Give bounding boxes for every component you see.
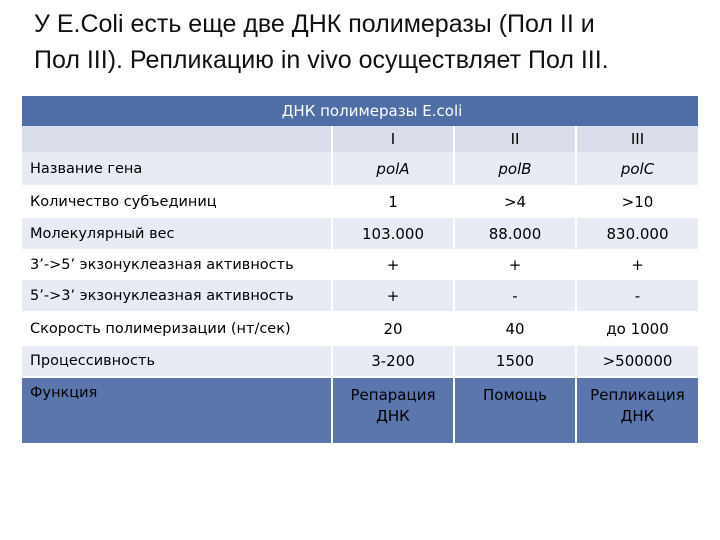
table-row [22, 152, 698, 185]
table-row [22, 346, 698, 377]
cell-processivity-pol-2: 1500 [454, 346, 576, 377]
column-header-pol-2: II [454, 126, 576, 152]
cell-mw-pol-1: 103.000 [332, 218, 454, 249]
column-header-empty [22, 126, 332, 152]
polymerase-table [22, 96, 698, 443]
cell-rate-pol-2: 40 [454, 311, 576, 346]
slide-title [34, 6, 714, 78]
cell-processivity-pol-3: >500000 [576, 346, 698, 377]
slide-title-line-2: Пол III). Репликацию in vivo осуществляет Пол III. [34, 46, 609, 74]
row-label-function: Функция [22, 377, 332, 443]
cell-function-pol-2: Помощь [454, 377, 576, 443]
table-row [22, 185, 698, 218]
cell-function-pol-1: Репарация ДНК [332, 377, 454, 443]
cell-rate-pol-3: до 1000 [576, 311, 698, 346]
cell-exo53-pol-2: - [454, 280, 576, 311]
cell-processivity-pol-1: 3-200 [332, 346, 454, 377]
cell-subunits-pol-2: >4 [454, 185, 576, 218]
cell-gene-pol-3: polC [576, 152, 698, 185]
table-row [22, 218, 698, 249]
row-label-exo-5-3: 5’->3’ экзонуклеазная активность [22, 280, 332, 311]
cell-exo53-pol-3: - [576, 280, 698, 311]
cell-exo53-pol-1: + [332, 280, 454, 311]
row-label-gene-name: Название гена [22, 152, 332, 185]
table-row [22, 280, 698, 311]
row-label-molecular-weight: Молекулярный вес [22, 218, 332, 249]
column-header-pol-1: I [332, 126, 454, 152]
row-label-processivity: Процессивность [22, 346, 332, 377]
cell-gene-pol-1: polA [332, 152, 454, 185]
cell-gene-pol-2: polB [454, 152, 576, 185]
cell-mw-pol-3: 830.000 [576, 218, 698, 249]
column-header-row [22, 126, 698, 152]
row-label-subunits: Количество субъединиц [22, 185, 332, 218]
column-header-pol-3: III [576, 126, 698, 152]
cell-exo35-pol-1: + [332, 249, 454, 280]
cell-exo35-pol-2: + [454, 249, 576, 280]
cell-subunits-pol-3: >10 [576, 185, 698, 218]
cell-mw-pol-2: 88.000 [454, 218, 576, 249]
table-body [22, 126, 698, 443]
cell-function-pol-3: Репликация ДНК [576, 377, 698, 443]
slide-title-line-1: У E.Coli есть еще две ДНК полимеразы (Пол II и [34, 10, 595, 38]
cell-rate-pol-1: 20 [332, 311, 454, 346]
row-label-exo-3-5: 3’->5’ экзонуклеазная активность [22, 249, 332, 280]
table-caption: ДНК полимеразы E.coli [22, 96, 698, 126]
row-label-polymerization-rate: Скорость полимеризации (нт/сек) [22, 311, 332, 346]
cell-exo35-pol-3: + [576, 249, 698, 280]
table-row [22, 249, 698, 280]
table-row [22, 311, 698, 346]
table-row-function [22, 377, 698, 443]
cell-subunits-pol-1: 1 [332, 185, 454, 218]
